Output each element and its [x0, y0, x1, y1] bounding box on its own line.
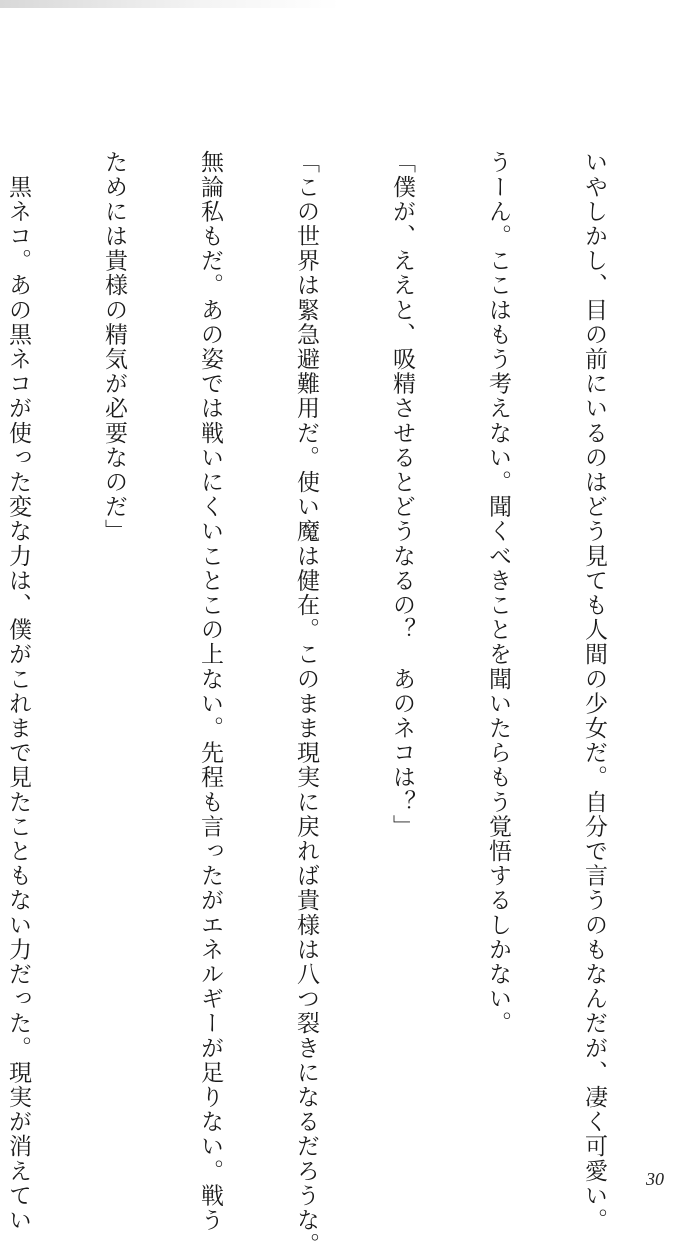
- text-line: 「僕が、ええと、吸精させるとどうなるの？ あのネコは？」: [389, 150, 415, 839]
- text-line: 「この世界は緊急避難用だ。使い魔は健在。このまま現実に戻れば貴様は八つ裂きになるだろうな。: [293, 150, 319, 1257]
- text-line: うーん。ここはもう考えない。聞くべきことを聞いたらもう覚悟するしかない。: [485, 150, 511, 1036]
- scan-edge-shadow: [0, 0, 340, 8]
- text-line: いやしかし、目の前にいるのはどう見ても人間の少女だ。自分で言うのもなんだが、凄く可愛い。: [581, 150, 607, 1233]
- text-line: 黒ネコ。あの黒ネコが使った変な力は、僕がこれまで見たこともない力だった。現実が消えてい: [5, 150, 31, 1233]
- text-line: ためには貴様の精気が必要なのだ」: [101, 150, 127, 544]
- text-line: 無論私もだ。あの姿では戦いにくいことこの上ない。先程も言ったがエネルギーが足りない。戦う: [197, 150, 223, 1233]
- page-number: 30: [646, 1169, 664, 1189]
